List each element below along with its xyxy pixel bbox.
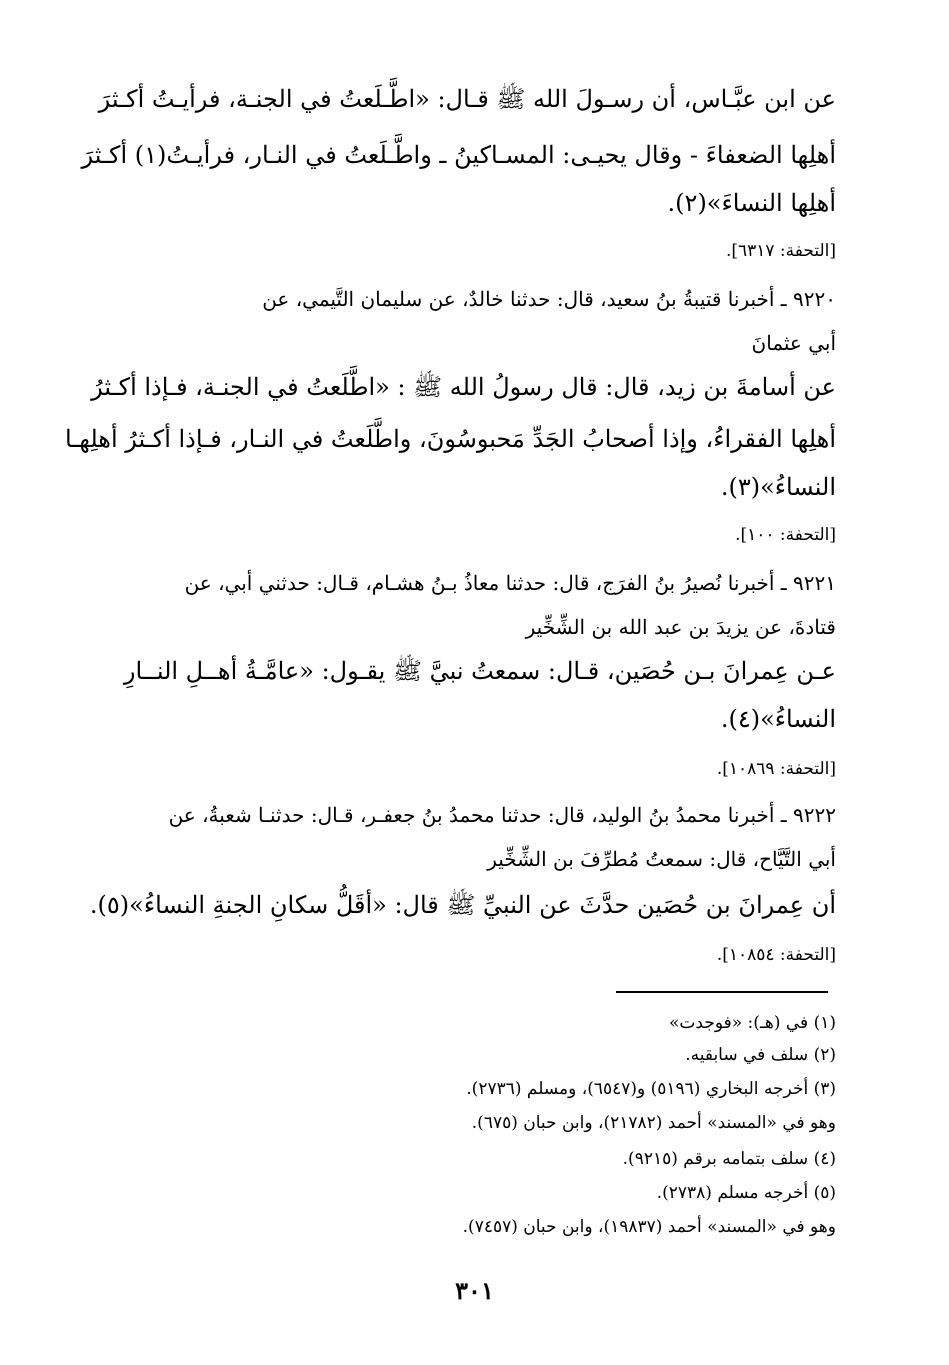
footnote-item: وهو في «المسند» أحمد (٢١٧٨٢)، وابن حبان (٦٧٥). <box>471 1113 836 1133</box>
tuhfa-reference: [التحفة: ١٠٠]. <box>735 525 836 545</box>
footnote-item: (٣) أخرجه البخاري (٥١٩٦) و(٦٥٤٧)، ومسلم (٢٧٣٦). <box>466 1079 836 1099</box>
text-line: ٩٢٢١ ـ أخبرنا نُصيرُ بنُ الفرَج، قال: حدثنا معاذُ بـنُ هشـام، قـال: حدثني أبي، عن <box>184 571 836 595</box>
text-line: عن ابن عبَّـاس، أن رسـولَ الله ﷺ قـال: «اطَّـلَعتُ في الجنـة، فرأيـتُ أكـثرَ <box>98 85 836 113</box>
text-line: قتادةَ، عن يزيدَ بن عبد الله بن الشِّخِّير <box>525 615 836 639</box>
tuhfa-reference: [التحفة: ١٠٨٥٤]. <box>716 945 836 965</box>
text-line: ٩٢٢٠ ـ أخبرنا قتيبةُ بنُ سعيد، قال: حدثنا خالدٌ، عن سليمان التَّيمي، عن <box>262 287 836 311</box>
text-line: أهلِها النساءَ»(٢). <box>667 189 836 217</box>
text-line: عـن عِمرانَ بـن حُصَين، قـال: سمعتُ نبيَّ ﷺ يقـول: «عامَّـةُ أهــلِ النــارِ <box>123 657 836 685</box>
text-line: أبي عثمانَ <box>751 331 836 355</box>
tuhfa-reference: [التحفة: ١٠٨٦٩]. <box>716 759 836 779</box>
footnote-item: (٤) سلف بتمامه برقم (٩٢١٥). <box>622 1149 836 1169</box>
page-number: ٣٠١ <box>455 1276 494 1305</box>
text-line: النساءُ»(٤). <box>720 705 836 733</box>
text-line: النساءُ»(٣). <box>720 473 836 501</box>
footnote-separator <box>616 991 828 993</box>
text-line: أهلِها الفقراءُ، وإذا أصحابُ الجَدِّ مَحبوسُونَ، واطَّلَعتُ في النـار، فـإذا أكـثرُ أهلِهـا <box>64 425 836 453</box>
text-line: عن أسامةَ بن زيد، قال: قال رسولُ الله ﷺ : «اطَّلَعتُ في الجنـة، فـإذا أكـثرُ <box>91 373 836 401</box>
footnote-item: (٢) سلف في سابقيه. <box>685 1045 836 1065</box>
text-line: أبي التَّيَّاح، قال: سمعتُ مُطرِّفَ بن الشِّخِّير <box>487 847 836 871</box>
text-line: أن عِمرانَ بن حُصَين حدَّثَ عن النبيِّ ﷺ قال: «أقَلُّ سكانِ الجنةِ النساءُ»(٥). <box>89 891 836 919</box>
footnote-item: وهو في «المسند» أحمد (١٩٨٣٧)، وابن حبان (٧٤٥٧). <box>462 1217 836 1237</box>
text-line: ٩٢٢٢ ـ أخبرنا محمدُ بنُ الوليد، قال: حدثنا محمدُ بنُ جعفـر، قـال: حدثنـا شعبةُ، عن <box>168 803 836 827</box>
footnote-item: (١) في (هـ): «فوجدت» <box>668 1013 836 1033</box>
footnote-item: (٥) أخرجه مسلم (٢٧٣٨). <box>656 1183 836 1203</box>
tuhfa-reference: [التحفة: ٦٣١٧]. <box>725 241 836 261</box>
text-line: أهلِها الضعفاءَ - وقال يحيـى: المسـاكينُ ـ واطَّـلَعتُ في النـار، فرأيـتُ(١) أكـثرَ <box>81 141 836 169</box>
